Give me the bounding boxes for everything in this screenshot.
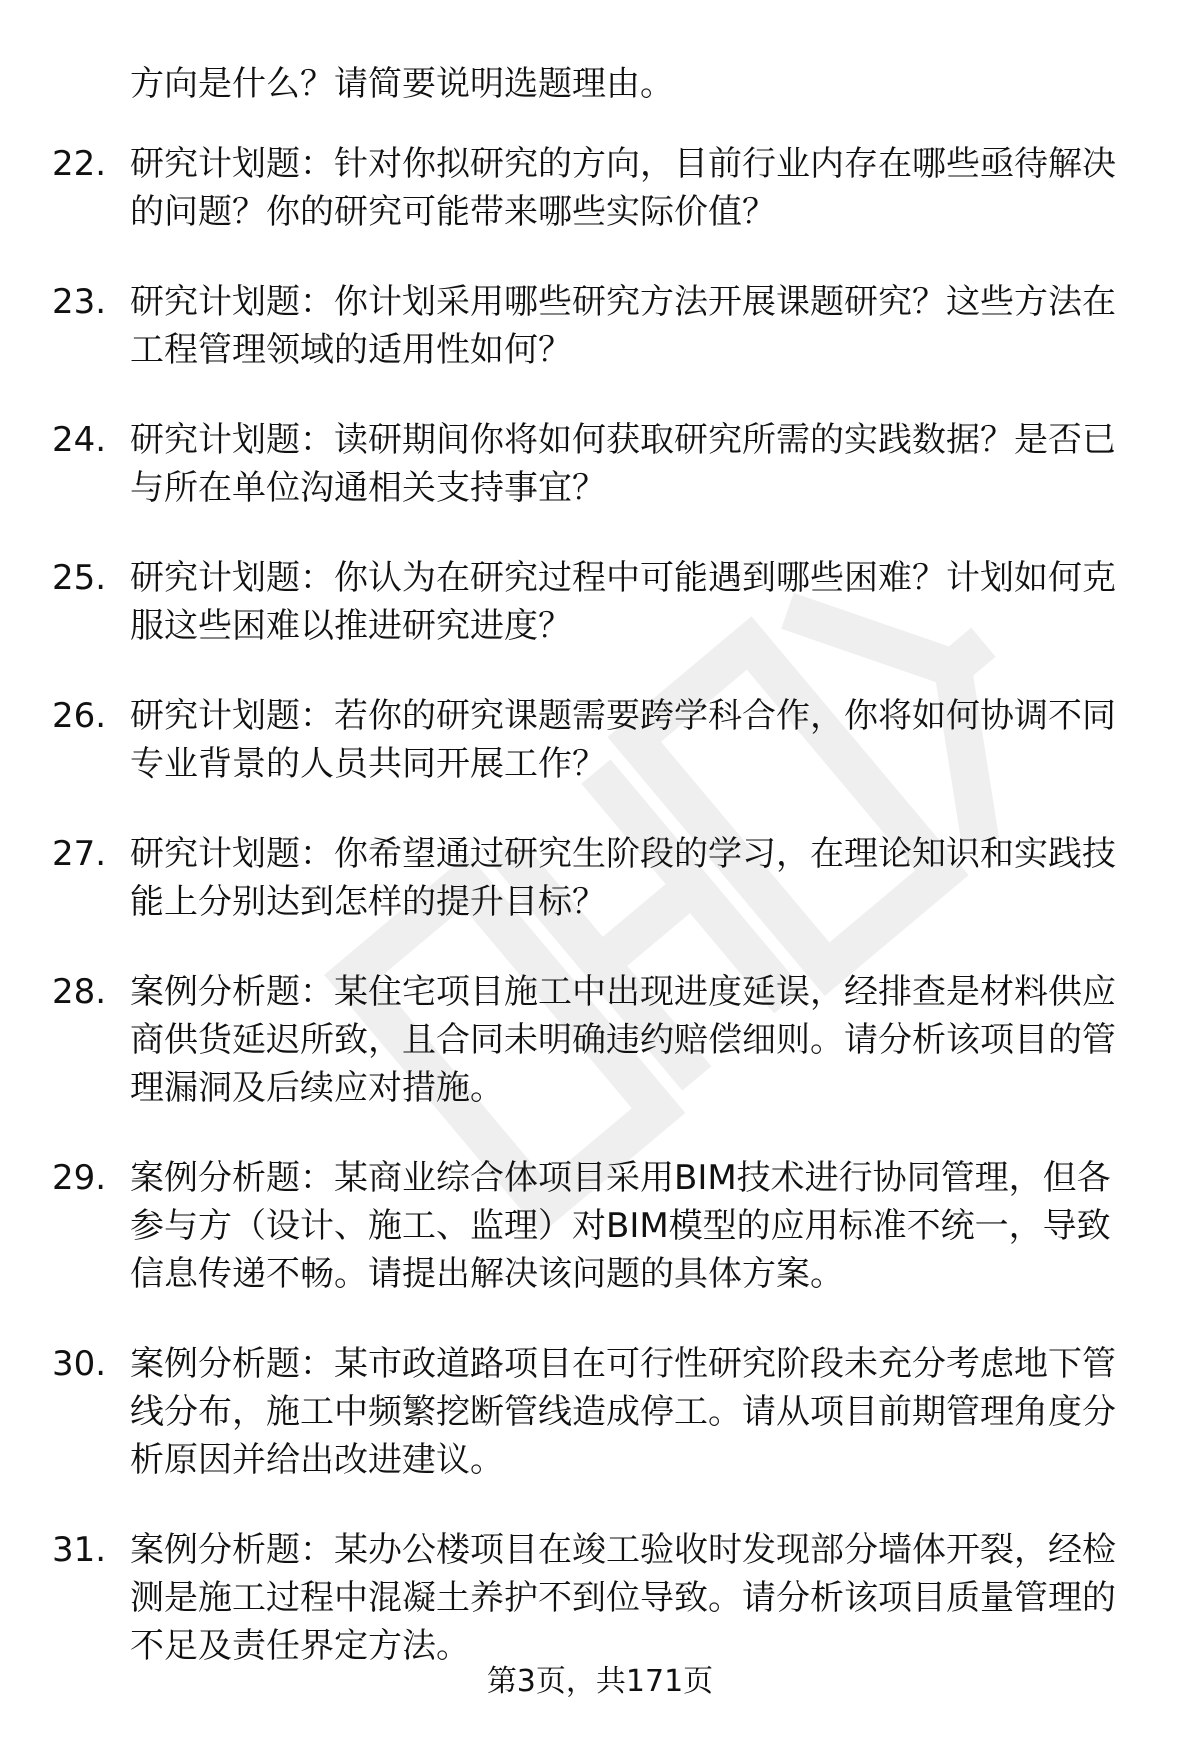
page-footer: 第3页，共171页: [486, 1664, 714, 1699]
question-number: 26.: [52, 696, 107, 736]
question-text: 研究计划题：若你的研究课题需要跨学科合作，你将如何协调不同专业背景的人员共同开展工作？: [130, 696, 1116, 784]
question-item: [52, 554, 1142, 650]
question-item: [52, 416, 1142, 512]
question-item: [52, 1526, 1142, 1670]
question-item: [52, 1340, 1142, 1484]
question-item: [52, 968, 1142, 1112]
question-number: 30.: [52, 1344, 107, 1384]
question-text: 研究计划题：读研期间你将如何获取研究所需的实践数据？是否已与所在单位沟通相关支持事宜？: [130, 420, 1116, 508]
question-number: 25.: [52, 558, 107, 598]
question-number: 29.: [52, 1158, 107, 1198]
question-text: 研究计划题：你计划采用哪些研究方法开展课题研究？这些方法在工程管理领域的适用性如何？: [130, 282, 1116, 370]
question-number: 28.: [52, 972, 107, 1012]
question-text: 研究计划题：你认为在研究过程中可能遇到哪些困难？计划如何克服这些困难以推进研究进度？: [130, 558, 1116, 646]
question-text: 案例分析题：某办公楼项目在竣工验收时发现部分墙体开裂，经检测是施工过程中混凝土养护不到位导致。请分析该项目质量管理的不足及责任界定方法。: [130, 1530, 1116, 1666]
question-text: 研究计划题：针对你拟研究的方向，目前行业内存在哪些亟待解决的问题？你的研究可能带来哪些实际价值？: [130, 144, 1116, 232]
question-text: 研究计划题：你希望通过研究生阶段的学习，在理论知识和实践技能上分别达到怎样的提升目标？: [130, 834, 1116, 922]
continuation-text: 方向是什么？请简要说明选题理由。: [130, 64, 674, 104]
question-item: [52, 1154, 1142, 1298]
question-item: [52, 830, 1142, 926]
question-text: 案例分析题：某商业综合体项目采用BIM技术进行协同管理，但各参与方（设计、施工、监理）对BIM模型的应用标准不统一，导致信息传递不畅。请提出解决该问题的具体方案。: [130, 1158, 1111, 1294]
question-number: 24.: [52, 420, 107, 460]
question-number: 31.: [52, 1530, 107, 1570]
question-number: 22.: [52, 144, 107, 184]
question-list: [0, 140, 1200, 1670]
question-text: 案例分析题：某住宅项目施工中出现进度延误，经排查是材料供应商供货延迟所致，且合同未明确违约赔偿细则。请分析该项目的管理漏洞及后续应对措施。: [130, 972, 1116, 1108]
question-number: 27.: [52, 834, 107, 874]
question-number: 23.: [52, 282, 107, 322]
question-item: [52, 692, 1142, 788]
question-text: 案例分析题：某市政道路项目在可行性研究阶段未充分考虑地下管线分布，施工中频繁挖断管线造成停工。请从项目前期管理角度分析原因并给出改进建议。: [130, 1344, 1116, 1480]
question-item: [52, 278, 1142, 374]
question-item: [52, 140, 1142, 236]
